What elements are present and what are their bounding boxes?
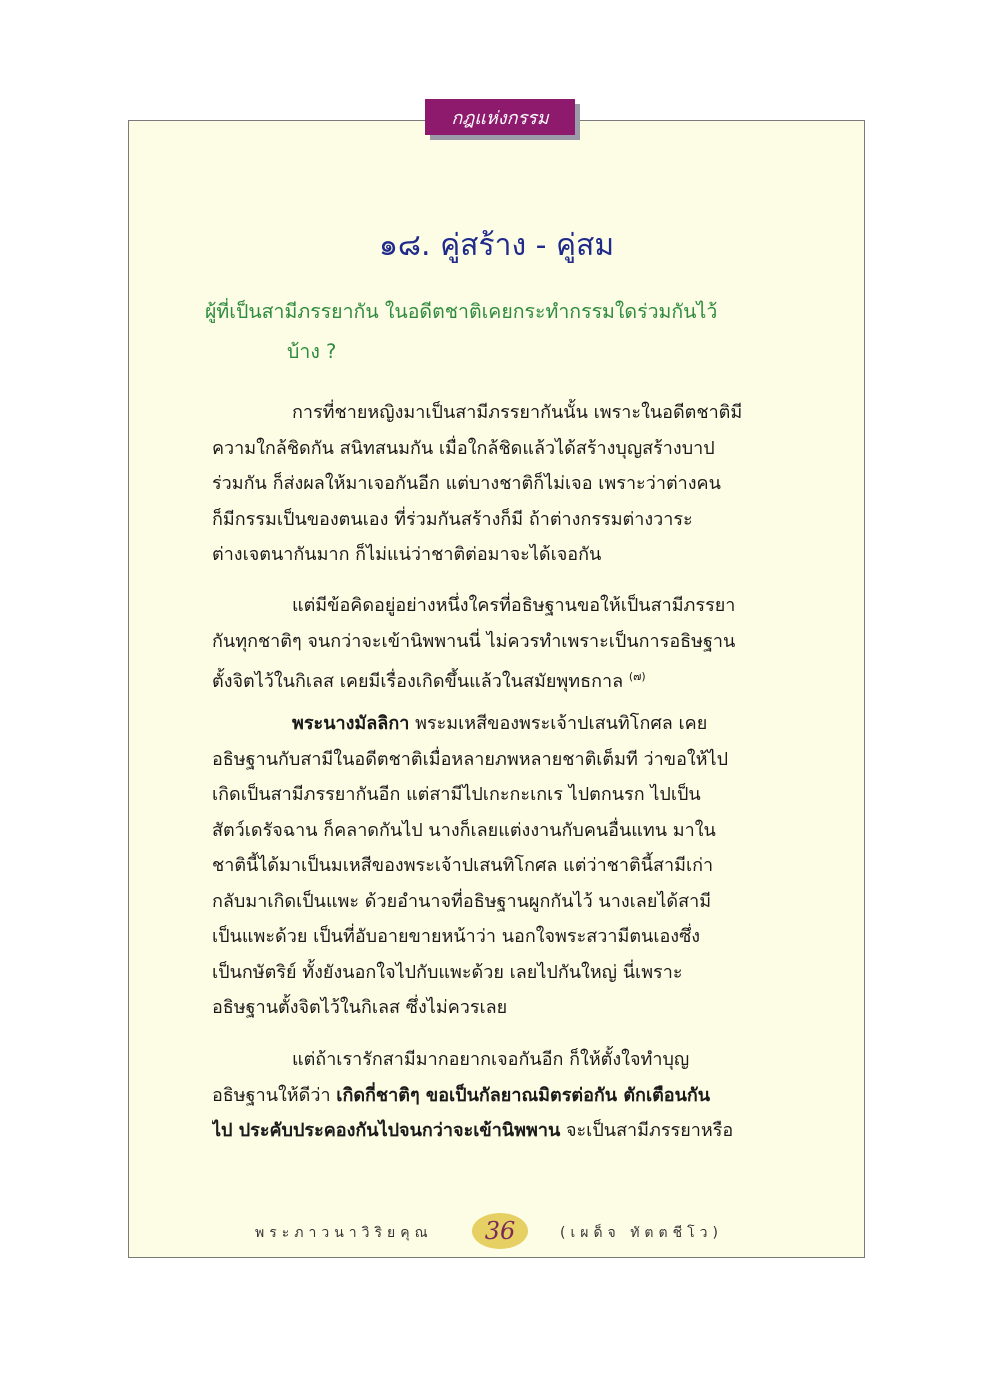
paragraph-line: ร่วมกัน ก็ส่งผลให้มาเจอกันอีก แต่บางชาติก็ไม่เจอ เพราะว่าต่างคน [212,473,721,494]
paragraph-line [212,1113,792,1149]
paragraph-line-text: จะเป็นสามีภรรยาหรือ [560,1120,734,1141]
footer-author: พระภาวนาวิริยคุณ [255,1225,433,1241]
paragraph-1 [212,395,792,573]
header-tab [425,99,575,135]
paragraph-line: ต่างเจตนากันมาก ก็ไม่แน่ว่าชาติต่อมาจะได้เจอกัน [212,544,602,565]
paragraph-line: ความใกล้ชิดกัน สนิทสนมกัน เมื่อใกล้ชิดแล้วได้สร้างบุญสร้างบาป [212,437,715,459]
chapter-question [205,292,805,372]
question-line-1: ผู้ที่เป็นสามีภรรยากัน ในอดีตชาติเคยกระทำกรรมใดร่วมกันไว้ [205,300,718,323]
bold-text: ไป ประคับประคองกันไปจนกว่าจะเข้านิพพาน [212,1120,561,1141]
paragraph-line-text: ตั้งจิตไว้ในกิเลส เคยมีเรื่องเกิดขึ้นแล้วในสมัยพุทธกาล [212,671,624,692]
paragraph-line: อธิษฐานตั้งจิตไว้ในกิเลส ซึ่งไม่ควรเลย [212,997,508,1018]
question-line-2: บ้าง ? [287,340,337,363]
paragraph-4 [212,1042,792,1149]
paragraph-line: กันทุกชาติๆ จนกว่าจะเข้านิพพานนี่ ไม่ควรทำเพราะเป็นการอธิษฐาน [212,630,736,652]
page-number: 36 [484,1217,516,1245]
header-tab-label: กฎแห่งกรรม [451,107,549,129]
paragraph-line [212,1078,792,1114]
paragraph-line: เป็นแพะด้วย เป็นที่อับอายขายหน้าว่า นอกใจพระสวามีตนเองซึ่ง [212,926,701,947]
paragraph-2 [212,588,792,700]
paragraph-line [212,659,792,700]
paragraph-line: สัตว์เดรัจฉาน ก็คลาดกันไป นางก็เลยแต่งงานกับคนอื่นแทน มาใน [212,819,716,841]
page-number-badge [472,1213,528,1249]
paragraph-line: แต่ถ้าเรารักสามีมากอยากเจอกันอีก ก็ให้ตั้งใจทำบุญ [292,1049,690,1070]
bold-name: พระนางมัลลิกา [292,713,410,734]
paragraph-line-text: พระมเหสีของพระเจ้าปเสนทิโกศล เคย [409,713,708,734]
paragraph-line-text: อธิษฐานให้ดีว่า [212,1084,337,1106]
chapter-title: ๑๘. คู่สร้าง - คู่สม [378,228,615,263]
paragraph-line: การที่ชายหญิงมาเป็นสามีภรรยากันนั้น เพราะในอดีตชาติมี [292,402,743,423]
footer-author-name: (เผด็จ ทัตตชีโว) [560,1225,723,1241]
paragraph-line: ชาตินี้ได้มาเป็นมเหสีของพระเจ้าปเสนทิโกศล แต่ว่าชาตินี้สามีเก่า [212,855,714,876]
paragraph-line: เป็นกษัตริย์ ทั้งยังนอกใจไปกับแพะด้วย เลยไปกันใหญ่ นี่เพราะ [212,961,683,983]
bold-text: เกิดกี่ชาติๆ ขอเป็นกัลยาณมิตรต่อกัน ตักเตือนกัน [336,1084,711,1106]
paragraph-line [212,706,792,742]
paragraph-line: อธิษฐานกับสามีในอดีตชาติเมื่อหลายภพหลายชาติเต็มที ว่าขอให้ไป [212,748,729,770]
paragraph-line: เกิดเป็นสามีภรรยากันอีก แต่สามีไปเกะกะเกเร ไปตกนรก ไปเป็น [212,784,701,805]
paragraph-line: ก็มีกรรมเป็นของตนเอง ที่ร่วมกันสร้างก็มี ถ้าต่างกรรมต่างวาระ [212,508,693,530]
paragraph-line: แต่มีข้อคิดอยู่อย่างหนึ่งใครที่อธิษฐานขอให้เป็นสามีภรรยา [292,595,736,616]
paragraph-3 [212,706,792,1026]
paragraph-line: กลับมาเกิดเป็นแพะ ด้วยอำนาจที่อธิษฐานผูกกันไว้ นางเลยได้สามี [212,890,712,912]
footnote-reference: (๗) [628,670,646,683]
